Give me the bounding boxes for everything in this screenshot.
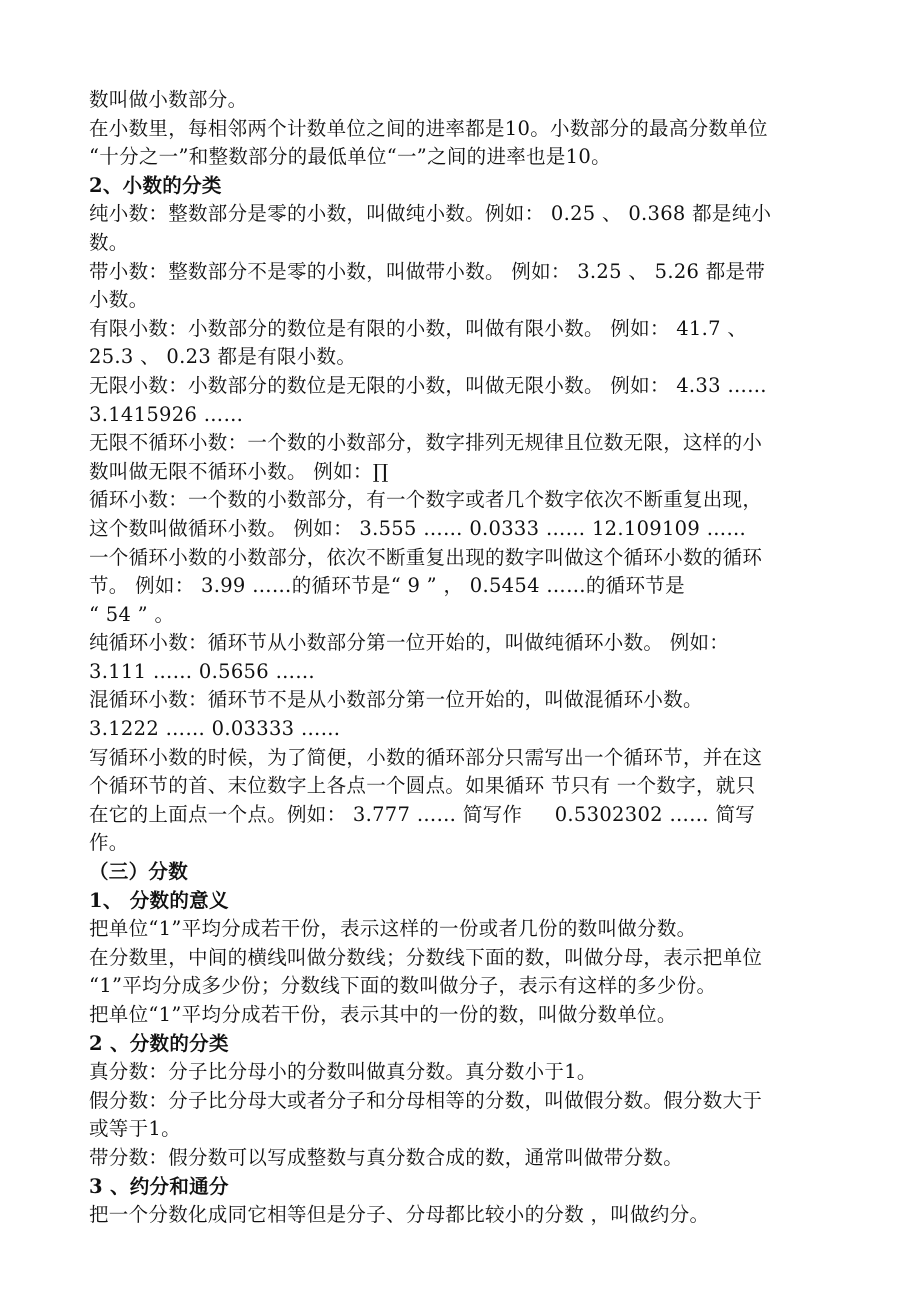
text-line: 假分数：分子比分母大或者分子和分母相等的分数，叫做假分数。假分数大于 [89, 1088, 763, 1112]
text-line: 数叫做无限不循环小数。 例如：∏ [89, 459, 389, 483]
text-line: 在小数里，每相邻两个计数单位之间的进率都是10。小数部分的最高分数单位 [89, 116, 768, 140]
text-line: 写循环小数的时候，为了简便，小数的循环部分只需写出一个循环节，并在这 [89, 745, 763, 769]
section-heading: 2 、分数的分类 [89, 1031, 229, 1055]
text-line: 在它的上面点一个点。例如： 3.777 …… 简写作 0.5302302 …… 简写 [89, 802, 756, 826]
text-line: 无限不循环小数：一个数的小数部分，数字排列无规律且位数无限，这样的小 [89, 431, 763, 455]
text-line: 这个数叫做循环小数。 例如： 3.555 …… 0.0333 …… 12.109109 …… [89, 516, 747, 540]
text-line: 作。 [89, 831, 129, 855]
text-line: 真分数：分子比分母小的分数叫做真分数。真分数小于1。 [89, 1060, 597, 1084]
text-line: 一个循环小数的小数部分，依次不断重复出现的数字叫做这个循环小数的循环 [89, 545, 763, 569]
section-heading: 1、 分数的意义 [89, 888, 229, 912]
text-line: 把单位“1”平均分成若干份，表示这样的一份或者几份的数叫做分数。 [89, 917, 697, 941]
text-line: 个循环节的首、末位数字上各点一个圆点。如果循环 节只有 一个数字，就只 [89, 774, 756, 798]
text-line: 在分数里，中间的横线叫做分数线；分数线下面的数，叫做分母，表示把单位 [89, 945, 763, 969]
text-line: “十分之一”和整数部分的最低单位“一”之间的进率也是10。 [89, 145, 611, 169]
text-line: 25.3 、 0.23 都是有限小数。 [89, 345, 357, 369]
text-line: 混循环小数：循环节不是从小数部分第一位开始的，叫做混循环小数。 [89, 688, 703, 712]
text-line: 节。 例如： 3.99 ……的循环节是“ 9 ” ， 0.5454 ……的循环节是 [89, 574, 685, 598]
text-line: 有限小数：小数部分的数位是有限的小数，叫做有限小数。 例如： 41.7 、 [89, 316, 748, 340]
text-line: 数叫做小数部分。 [89, 88, 248, 111]
text-line: 3.111 …… 0.5656 …… [89, 659, 316, 683]
text-line: 把单位“1”平均分成若干份，表示其中的一份的数，叫做分数单位。 [89, 1003, 677, 1026]
text-line: 把一个分数化成同它相等但是分子、分母都比较小的分数 ，叫做约分。 [89, 1203, 710, 1227]
text-line: “1”平均分成多少份；分数线下面的数叫做分子，表示有这样的多少份。 [89, 974, 717, 998]
document-page [89, 86, 834, 1230]
text-line: “ 54 ” 。 [89, 602, 175, 626]
text-line: 循环小数：一个数的小数部分，有一个数字或者几个数字依次不断重复出现， [89, 488, 763, 512]
text-line: 3.1415926 …… [89, 402, 244, 426]
text-line: 或等于1。 [89, 1117, 181, 1141]
section-heading: 3 、约分和通分 [89, 1174, 229, 1198]
text-line: 纯循环小数：循环节从小数部分第一位开始的，叫做纯循环小数。 例如： [89, 631, 730, 655]
text-line: 小数。 [89, 288, 149, 312]
text-line: 无限小数：小数部分的数位是无限的小数，叫做无限小数。 例如： 4.33 …… [89, 373, 767, 397]
text-line: 3.1222 …… 0.03333 …… [89, 717, 341, 741]
text-line: 带分数：假分数可以写成整数与真分数合成的数，通常叫做带分数。 [89, 1145, 684, 1169]
text-line: 带小数：整数部分不是零的小数，叫做带小数。 例如： 3.25 、 5.26 都是带 [89, 259, 766, 283]
section-heading: （三）分数 [89, 860, 189, 884]
section-heading: 2、小数的分类 [89, 173, 222, 197]
text-line: 纯小数：整数部分是零的小数，叫做纯小数。例如： 0.25 、 0.368 都是纯小 [89, 202, 772, 226]
text-line: 数。 [89, 230, 129, 254]
